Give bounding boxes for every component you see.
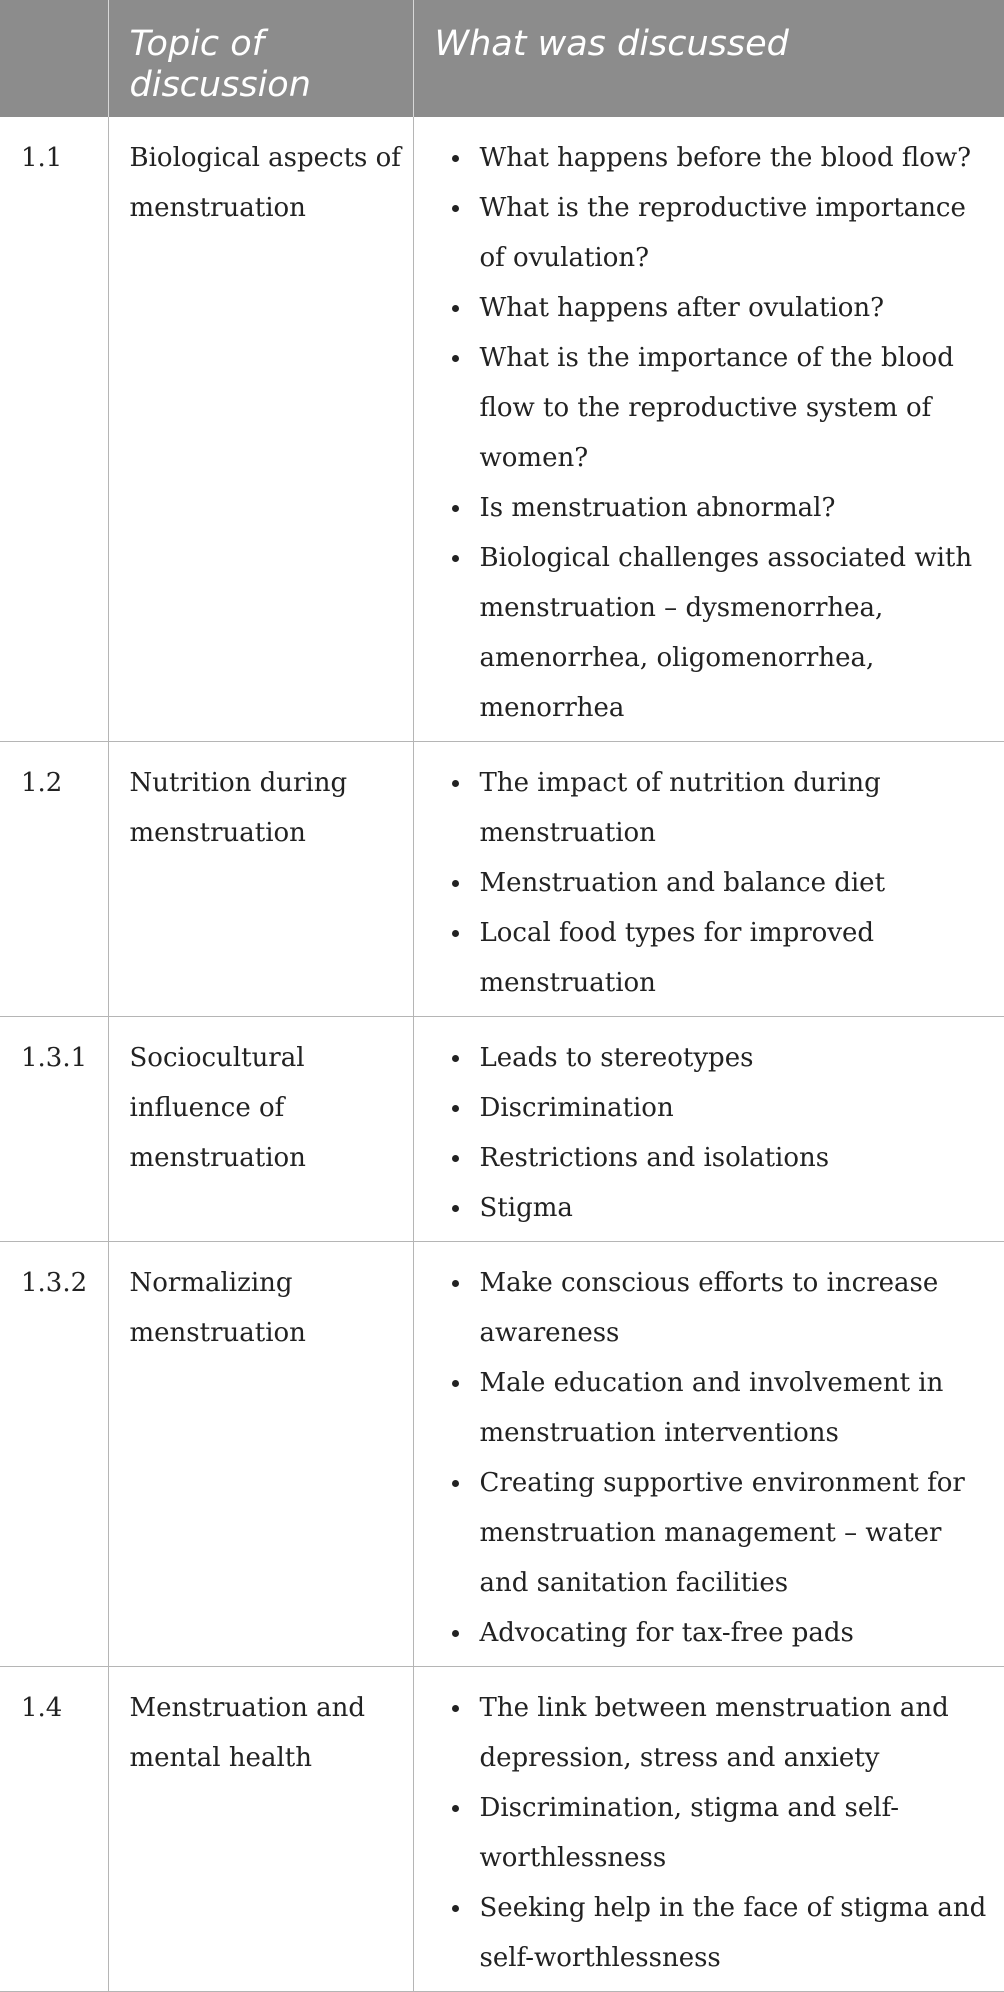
row-topic: Normalizing menstruation [108,1242,413,1667]
bullet-item: Make conscious efforts to increase awareness [435,1258,997,1358]
table-row [0,117,1004,742]
table-row [0,1242,1004,1667]
bullet-item: The link between menstruation and depression, stress and anxiety [435,1683,997,1783]
row-topic: Biological aspects of menstruation [108,117,413,742]
bullet-item: Seeking help in the face of stigma and self-worthlessness [435,1883,997,1983]
bullet-item: Stigma [435,1183,997,1233]
bullet-item: What happens after ovulation? [435,283,997,333]
row-topic: Sociocultural influence of menstruation [108,1017,413,1242]
table-body [0,117,1004,1992]
bullet-list [435,758,997,1008]
row-topic: Menstruation and mental health [108,1667,413,1992]
bullet-list [435,1033,997,1233]
table-row [0,1667,1004,1992]
bullet-item: The impact of nutrition during menstruation [435,758,997,858]
table-header [0,0,1004,117]
bullet-list [435,1258,997,1658]
header-discussed: What was discussed [413,0,1004,117]
row-discussion-points [413,1667,1004,1992]
row-discussion-points [413,117,1004,742]
bullet-item: Restrictions and isolations [435,1133,997,1183]
table-row [0,1017,1004,1242]
row-number: 1.3.2 [0,1242,108,1667]
bullet-item: Advocating for tax-free pads [435,1608,997,1658]
row-number: 1.3.1 [0,1017,108,1242]
bullet-item: Discrimination [435,1083,997,1133]
bullet-item: What is the importance of the blood flow to the reproductive system of women? [435,333,997,483]
header-number [0,0,108,117]
row-discussion-points [413,742,1004,1017]
bullet-item: Discrimination, stigma and self-worthlessness [435,1783,997,1883]
row-topic: Nutrition during menstruation [108,742,413,1017]
bullet-item: Creating supportive environment for menstruation management – water and sanitation facilities [435,1458,997,1608]
row-discussion-points [413,1017,1004,1242]
bullet-item: What is the reproductive importance of ovulation? [435,183,997,283]
header-topic: Topic of discussion [108,0,413,117]
bullet-item: Biological challenges associated with menstruation – dysmenorrhea, amenorrhea, oligomenorrhea, menorrhea [435,533,997,733]
bullet-item: What happens before the blood flow? [435,133,997,183]
bullet-item: Is menstruation abnormal? [435,483,997,533]
bullet-item: Male education and involvement in menstruation interventions [435,1358,997,1458]
bullet-item: Leads to stereotypes [435,1033,997,1083]
row-discussion-points [413,1242,1004,1667]
row-number: 1.1 [0,117,108,742]
row-number: 1.2 [0,742,108,1017]
header-row [0,0,1004,117]
bullet-list [435,133,997,733]
row-number: 1.4 [0,1667,108,1992]
bullet-item: Menstruation and balance diet [435,858,997,908]
bullet-item: Local food types for improved menstruation [435,908,997,1008]
table-row [0,742,1004,1017]
bullet-list [435,1683,997,1983]
